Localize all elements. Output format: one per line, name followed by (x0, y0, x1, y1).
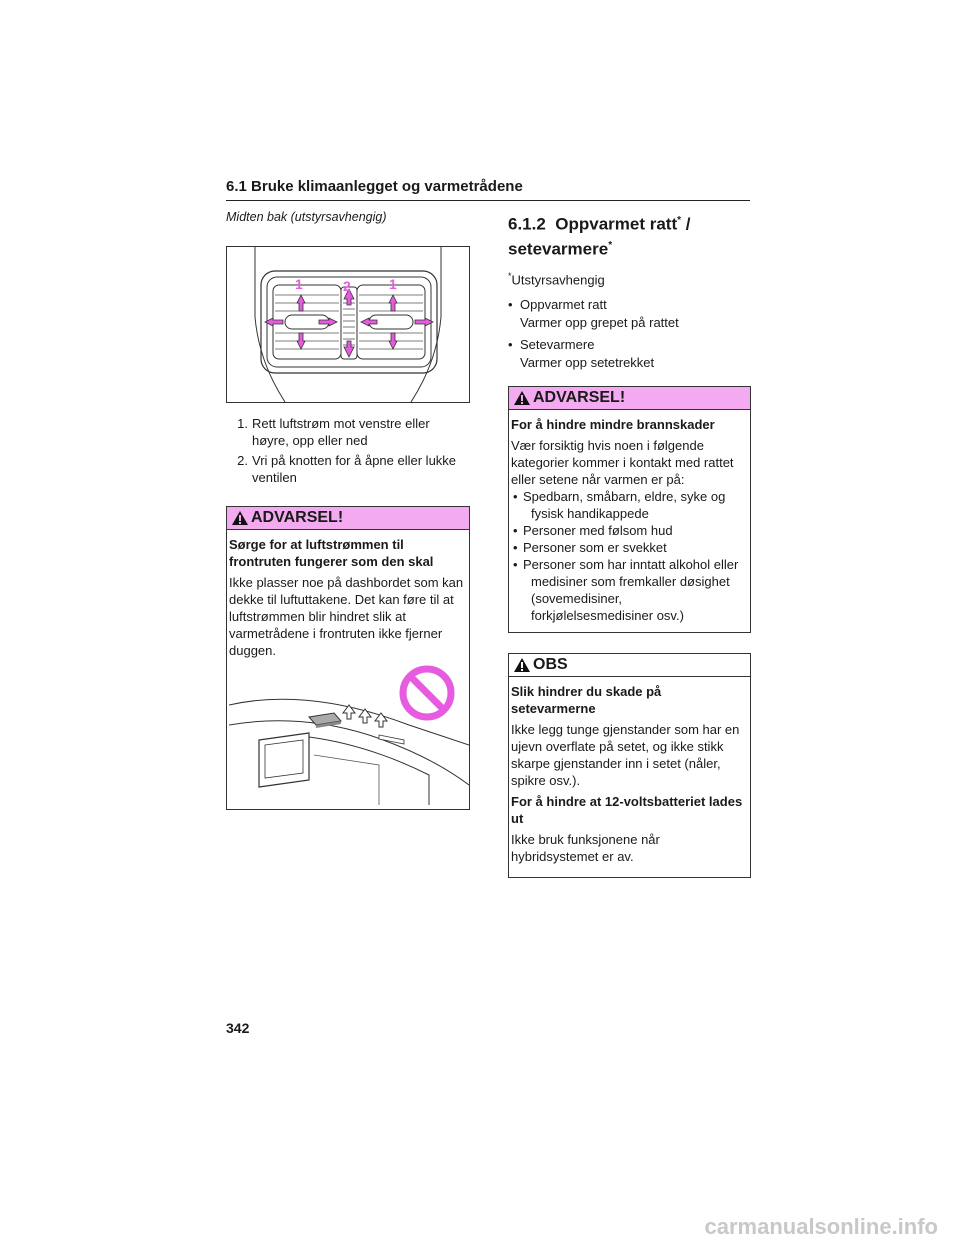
list-item: • Oppvarmet ratt Varmer opp grepet på rattet (508, 296, 751, 332)
section-header: 6.1 Bruke klimaanlegget og varmetrådene (226, 178, 750, 201)
dashboard-prohibited-illustration (229, 665, 469, 805)
notice-header (509, 654, 750, 677)
warning-header (509, 387, 750, 410)
list-item: 1. Rett luftstrøm mot venstre eller høyre, opp eller ned (237, 416, 430, 448)
warning-body: Vær forsiktig hvis noen i følgende kategorier kommer i kontakt med rattet eller setene når varmen er på: (511, 437, 734, 487)
warning-title: ADVARSEL! (533, 388, 626, 406)
warning-header (227, 507, 469, 530)
list-item: • Spedbarn, småbarn, eldre, syke og fysisk handikappede (511, 488, 746, 522)
prohibited-icon (403, 669, 451, 717)
notice-subtitle-2: For å hindre at 12-voltsbatteriet lades ut (511, 793, 743, 826)
list-item: • Personer med følsom hud (511, 522, 746, 539)
feature-list (508, 296, 751, 372)
steps-list (226, 415, 470, 486)
rear-vent-figure (226, 246, 470, 403)
notice-box (508, 653, 751, 878)
warning-title: ADVARSEL! (251, 509, 344, 526)
warning-subtitle: For å hindre mindre brannskader (511, 416, 715, 432)
right-column (508, 210, 751, 878)
equipment-note: *Utstyrsavhengig (508, 271, 605, 288)
figure-caption: Midten bak (utstyrsavhengig) (226, 210, 387, 224)
notice-title: OBS (533, 655, 568, 673)
callout-1-right: 1 (389, 276, 397, 292)
notice-body-1: Ikke legg tunge gjenstander som har en ujevn overflate på setet, og ikke stikk skarpe gjenstander inn i setet (nåler, spikre osv.). (511, 721, 740, 788)
list-item: • Setevarmere Varmer opp setetrekket (508, 336, 751, 372)
notice-triangle-icon (513, 657, 531, 673)
list-item: • Personer som har inntatt alkohol eller medisiner som fremkaller døsighet (sovemedisiner, forkjølelsesmedisiner osv.) (511, 556, 746, 624)
left-column (226, 210, 470, 810)
warning-bullets (511, 488, 746, 624)
notice-subtitle-1: Slik hindrer du skade på setevarmerne (511, 683, 662, 716)
list-item: 2. Vri på knotten for å åpne eller lukke ventilen (237, 453, 457, 485)
page-number: 342 (226, 1020, 250, 1036)
notice-body-2: Ikke bruk funksjonene når hybridsystemet er av. (511, 831, 660, 864)
warning-box-defrost (226, 506, 470, 810)
callout-2: 2 (343, 278, 351, 294)
warning-subtitle: Sørge for at luftstrømmen til frontruten fungerer som den skal (229, 537, 434, 569)
warning-body: Ikke plasser noe på dashbordet som kan dekke til luftuttakene. Det kan føre til at luftstrømmen blir hindret slik at varmetrådene i frontruten ikke fjerner duggen. (229, 575, 464, 658)
warning-triangle-icon (231, 510, 249, 526)
callout-1-left: 1 (295, 276, 303, 292)
subsection-title: 6.1.2 Oppvarmet ratt* / setevarmere* (508, 214, 691, 259)
warning-triangle-icon (513, 390, 531, 406)
warning-box-burns (508, 386, 751, 633)
rear-vent-illustration (227, 247, 469, 402)
watermark: carmanualsonline.info (704, 1214, 938, 1239)
list-item: • Personer som er svekket (511, 539, 746, 556)
